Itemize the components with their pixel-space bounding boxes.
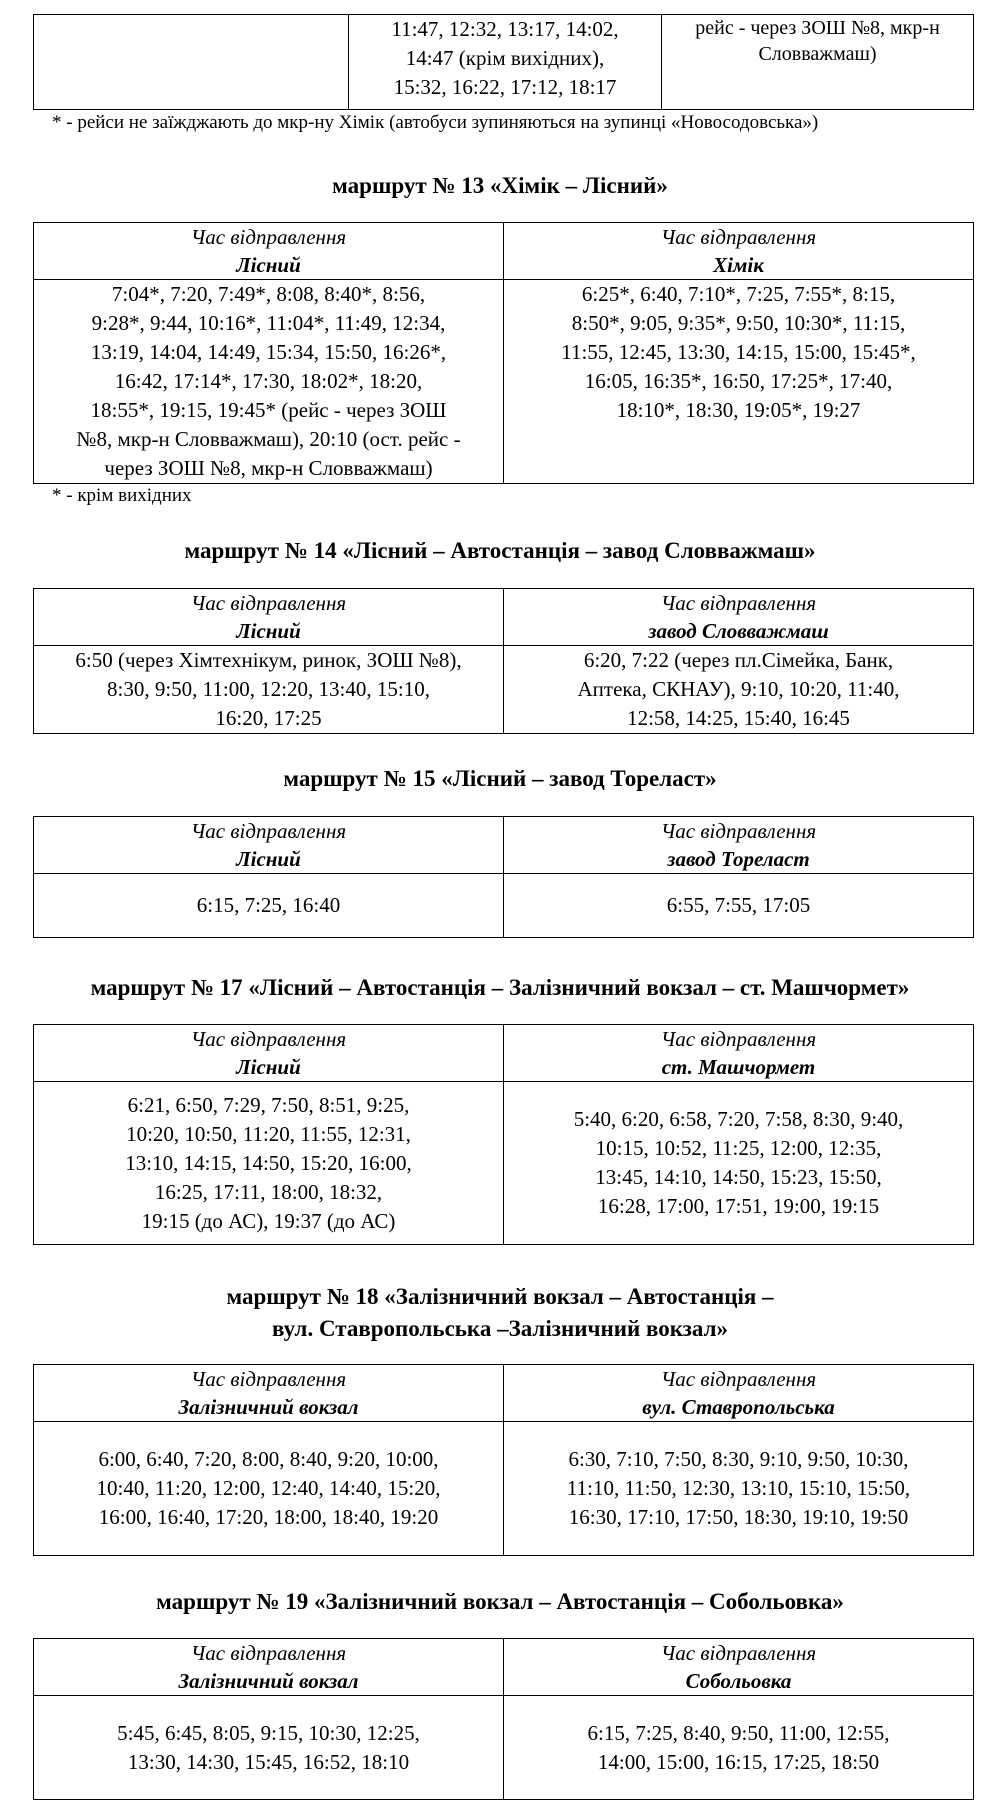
top-footnote: * - рейси не заїжджають до мкр-ну Хімік (автобуси зупиняються на зупинці «Новосодовська»): [52, 112, 819, 133]
route-18-right-terminal: вул. Ставропольська: [642, 1395, 835, 1419]
route-15-left-terminal: Лісний: [236, 847, 301, 871]
time-line: №8, мкр-н Словважмаш), 20:10 (ост. рейс -: [76, 427, 461, 451]
time-line: 16:25, 17:11, 18:00, 18:32,: [154, 1179, 383, 1204]
time-line: 10:20, 10:50, 11:20, 11:55, 12:31,: [126, 1121, 411, 1146]
route-14-right-times: [504, 646, 974, 734]
time-line: 14:00, 15:00, 16:15, 17:25, 18:50: [597, 1749, 880, 1774]
route-13-left-times: [34, 280, 504, 484]
time-line: 11:55, 12:45, 13:30, 14:15, 15:00, 15:45*,: [561, 340, 916, 364]
time-line: 16:30, 17:10, 17:50, 18:30, 19:10, 19:50: [568, 1505, 909, 1529]
time-line: 16:28, 17:00, 17:51, 19:00, 19:15: [597, 1194, 880, 1218]
top-note-line: рейс - через ЗОШ №8, мкр-н: [695, 17, 940, 39]
route-19-title: маршрут № 19 «Залізничний вокзал – Автостанція – Собольовка»: [156, 1589, 844, 1614]
route-14-right-terminal: завод Словважмаш: [648, 619, 829, 643]
time-line: 13:45, 14:10, 14:50, 15:23, 15:50,: [595, 1165, 882, 1189]
top-times-line: 15:32, 16:22, 17:12, 18:17: [393, 75, 617, 99]
time-line: 8:30, 9:50, 11:00, 12:20, 13:40, 15:10,: [107, 677, 430, 701]
route-17-title: маршрут № 17 «Лісний – Автостанція – Залізничний вокзал – ст. Машчормет»: [90, 975, 910, 1000]
route-19-left-header: [34, 1639, 504, 1696]
top-empty-cell: [34, 15, 349, 110]
time-line: 12:58, 14:25, 15:40, 16:45: [627, 706, 850, 730]
route-17-left-header: [34, 1025, 504, 1082]
top-partial-table: [33, 14, 973, 110]
time-line: 13:10, 14:15, 14:50, 15:20, 16:00,: [125, 1150, 412, 1175]
route-15-left-times: [34, 874, 504, 938]
time-line: 5:45, 6:45, 8:05, 9:15, 10:30, 12:25,: [117, 1720, 420, 1745]
time-line: 6:50 (через Хімтехнікум, ринок, ЗОШ №8),: [75, 648, 462, 672]
time-line: 6:30, 7:10, 7:50, 8:30, 9:10, 9:50, 10:30,: [568, 1447, 909, 1471]
route-19-left-terminal: Залізничний вокзал: [178, 1669, 359, 1693]
time-line: 13:19, 14:04, 14:49, 15:34, 15:50, 16:26*,: [90, 340, 447, 364]
time-line: 11:10, 11:50, 12:30, 13:10, 15:10, 15:50,: [566, 1476, 911, 1500]
top-times-line: 14:47 (крім вихідних),: [405, 46, 605, 70]
route-14-table: [33, 588, 973, 734]
time-line: через ЗОШ №8, мкр-н Словважмаш): [104, 456, 433, 480]
route-13-right-times: [504, 280, 974, 484]
departure-label: Час відправлення: [660, 591, 817, 615]
time-line: 6:15, 7:25, 8:40, 9:50, 11:00, 12:55,: [587, 1720, 890, 1745]
departure-label: Час відправлення: [660, 1027, 817, 1051]
time-line: 13:30, 14:30, 15:45, 16:52, 18:10: [127, 1749, 410, 1774]
route-13-left-header: [34, 223, 504, 280]
route-15-title: маршрут № 15 «Лісний – завод Тореласт»: [283, 766, 717, 791]
time-line: 8:50*, 9:05, 9:35*, 9:50, 10:30*, 11:15,: [571, 311, 906, 335]
time-line: 10:15, 10:52, 11:25, 12:00, 12:35,: [595, 1136, 882, 1160]
time-line: 10:40, 11:20, 12:00, 12:40, 14:40, 15:20,: [96, 1476, 441, 1500]
time-line: Аптека, СКНАУ), 9:10, 10:20, 11:40,: [577, 677, 900, 701]
departure-label: Час відправлення: [660, 819, 817, 843]
route-18-left-terminal: Залізничний вокзал: [178, 1395, 359, 1419]
departure-label: Час відправлення: [660, 1367, 817, 1391]
route-13-right-terminal: Хімік: [713, 253, 764, 277]
route-15-right-terminal: завод Тореласт: [667, 847, 810, 871]
top-times-cell: [349, 15, 662, 110]
time-line: 7:04*, 7:20, 7:49*, 8:08, 8:40*, 8:56,: [111, 282, 426, 306]
departure-label: Час відправлення: [190, 225, 347, 249]
time-line: 6:25*, 6:40, 7:10*, 7:25, 7:55*, 8:15,: [581, 282, 896, 306]
route-15-left-header: [34, 817, 504, 874]
route-13-right-header: [504, 223, 974, 280]
time-line: 16:20, 17:25: [215, 706, 322, 730]
route-17-table: [33, 1024, 973, 1245]
route-15-right-times: [504, 874, 974, 938]
time-line: 5:40, 6:20, 6:58, 7:20, 7:58, 8:30, 9:40,: [573, 1107, 904, 1131]
route-13-footnote: * - крім вихідних: [52, 485, 192, 506]
time-line: 16:00, 16:40, 17:20, 18:00, 18:40, 19:20: [98, 1505, 439, 1529]
route-14-right-header: [504, 589, 974, 646]
departure-label: Час відправлення: [190, 1027, 347, 1051]
route-18-left-times: [34, 1422, 504, 1556]
route-14-title: маршрут № 14 «Лісний – Автостанція – завод Словважмаш»: [184, 538, 816, 563]
route-19-right-header: [504, 1639, 974, 1696]
route-18-left-header: [34, 1365, 504, 1422]
top-times-line: 11:47, 12:32, 13:17, 14:02,: [391, 17, 619, 41]
route-14-left-header: [34, 589, 504, 646]
route-13-left-terminal: Лісний: [236, 253, 301, 277]
time-line: 19:15 (до АС), 19:37 (до АС): [141, 1208, 396, 1233]
time-line: 18:10*, 18:30, 19:05*, 19:27: [616, 398, 861, 422]
departure-label: Час відправлення: [190, 1641, 347, 1665]
departure-label: Час відправлення: [190, 1367, 347, 1391]
route-17-right-header: [504, 1025, 974, 1082]
route-18-right-header: [504, 1365, 974, 1422]
top-note-line: Словважмаш): [758, 43, 877, 65]
departure-label: Час відправлення: [190, 819, 347, 843]
route-19-left-times: [34, 1696, 504, 1800]
route-17-right-terminal: ст. Машчормет: [661, 1055, 816, 1079]
route-14-left-terminal: Лісний: [236, 619, 301, 643]
departure-label: Час відправлення: [660, 1641, 817, 1665]
route-15-right-header: [504, 817, 974, 874]
time-line: 6:21, 6:50, 7:29, 7:50, 8:51, 9:25,: [127, 1092, 410, 1117]
route-18-right-times: [504, 1422, 974, 1556]
route-18-title-line1: маршрут № 18 «Залізничний вокзал – Автостанція –: [226, 1284, 774, 1309]
route-19-table: [33, 1638, 973, 1800]
route-13-title: маршрут № 13 «Хімік – Лісний»: [332, 173, 668, 198]
route-17-left-times: [34, 1082, 504, 1245]
route-18-table: [33, 1364, 973, 1556]
time-line: 16:42, 17:14*, 17:30, 18:02*, 18:20,: [114, 369, 423, 393]
route-13-table: [33, 222, 973, 484]
route-18-title-line2: вул. Ставропольська –Залізничний вокзал»: [271, 1316, 729, 1341]
route-17-right-times: [504, 1082, 974, 1245]
time-line: 6:55, 7:55, 17:05: [666, 893, 811, 917]
departure-label: Час відправлення: [190, 591, 347, 615]
time-line: 6:00, 6:40, 7:20, 8:00, 8:40, 9:20, 10:00,: [98, 1447, 439, 1471]
top-note-cell: [662, 15, 974, 110]
time-line: 16:05, 16:35*, 16:50, 17:25*, 17:40,: [584, 369, 893, 393]
time-line: 18:55*, 19:15, 19:45* (рейс - через ЗОШ: [90, 398, 447, 422]
route-15-table: [33, 816, 973, 938]
route-19-right-times: [504, 1696, 974, 1800]
departure-label: Час відправлення: [660, 225, 817, 249]
route-19-right-terminal: Собольовка: [685, 1669, 792, 1693]
time-line: 6:15, 7:25, 16:40: [196, 893, 341, 917]
time-line: 9:28*, 9:44, 10:16*, 11:04*, 11:49, 12:34,: [91, 311, 446, 335]
time-line: 6:20, 7:22 (через пл.Сімейка, Банк,: [583, 648, 894, 672]
route-14-left-times: [34, 646, 504, 734]
route-17-left-terminal: Лісний: [236, 1055, 301, 1079]
